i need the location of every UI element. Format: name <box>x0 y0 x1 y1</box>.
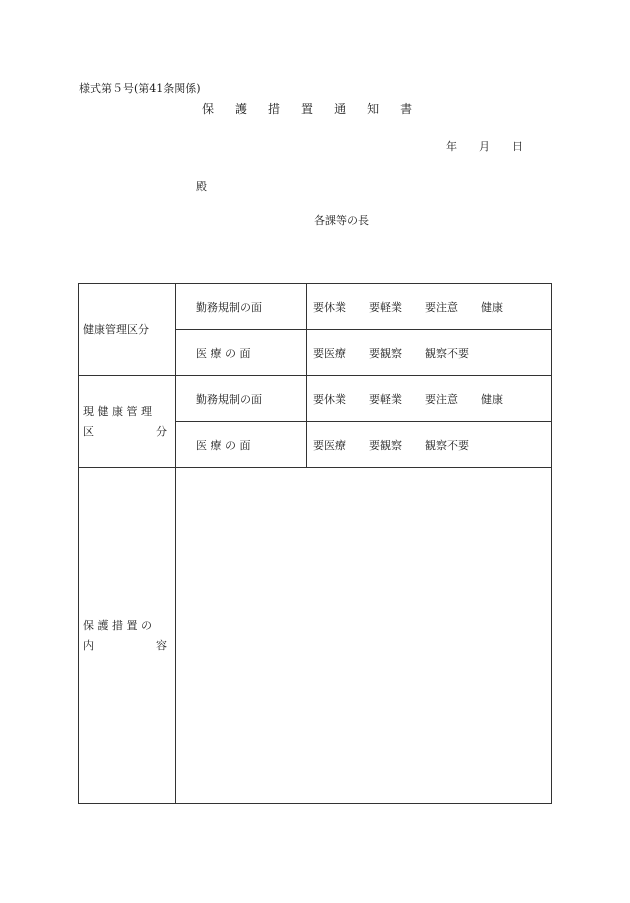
title-char: 置 <box>301 102 314 116</box>
work-restriction-label: 勤務規制の面 <box>176 376 307 422</box>
label-char: 内 <box>83 638 94 652</box>
option-label: 要医療 <box>313 346 346 360</box>
table-row <box>79 284 552 330</box>
recipient-suffix: 殿 <box>196 180 207 193</box>
document-title <box>202 100 433 117</box>
protective-measures-header <box>79 468 176 804</box>
current-health-class-label-line1: 現 健 康 管 理 <box>83 404 152 418</box>
notification-table <box>78 283 552 804</box>
date-month: 月 <box>479 140 490 153</box>
form-number: 様式第５号(第41条関係) <box>79 82 201 95</box>
option-label: 観察不要 <box>425 346 469 360</box>
table-row <box>79 376 552 422</box>
work-restriction-label: 勤務規制の面 <box>176 284 307 330</box>
option-label: 要注意 <box>425 300 458 314</box>
protective-measures-content[interactable] <box>176 468 552 804</box>
current-health-class-label-line2 <box>83 422 167 442</box>
title-char: 知 <box>367 102 380 116</box>
label-char: 容 <box>156 638 167 652</box>
label-char: 区 <box>83 424 94 438</box>
date-day: 日 <box>512 140 523 153</box>
sender: 各課等の長 <box>314 214 369 227</box>
option-label: 要観察 <box>369 438 402 452</box>
option-label: 要注意 <box>425 392 458 406</box>
table-row <box>79 468 552 804</box>
title-char: 書 <box>400 102 413 116</box>
protective-measures-label-line1: 保 護 措 置 の <box>83 618 152 632</box>
label-char: 分 <box>156 424 167 438</box>
title-char: 保 <box>202 102 215 116</box>
option-label: 健康 <box>481 300 503 314</box>
date-year: 年 <box>446 140 457 153</box>
option-label: 健康 <box>481 392 503 406</box>
option-label: 要観察 <box>369 346 402 360</box>
health-class-header <box>79 284 176 376</box>
protective-measures-label-line2 <box>83 636 167 656</box>
medical-label: 医 療 の 面 <box>176 422 307 468</box>
option-label: 要軽業 <box>369 392 402 406</box>
option-label: 要休業 <box>313 392 346 406</box>
option-label: 要医療 <box>313 438 346 452</box>
work-restriction-options <box>307 284 552 330</box>
option-label: 要軽業 <box>369 300 402 314</box>
option-label: 観察不要 <box>425 438 469 452</box>
medical-label: 医 療 の 面 <box>176 330 307 376</box>
work-restriction-options <box>307 376 552 422</box>
title-char: 通 <box>334 102 347 116</box>
date-line <box>446 138 523 154</box>
title-char: 措 <box>268 102 281 116</box>
option-label: 要休業 <box>313 300 346 314</box>
medical-options <box>307 330 552 376</box>
health-class-label: 健康管理区分 <box>83 322 149 336</box>
title-char: 護 <box>235 102 248 116</box>
current-health-class-header <box>79 376 176 468</box>
medical-options <box>307 422 552 468</box>
